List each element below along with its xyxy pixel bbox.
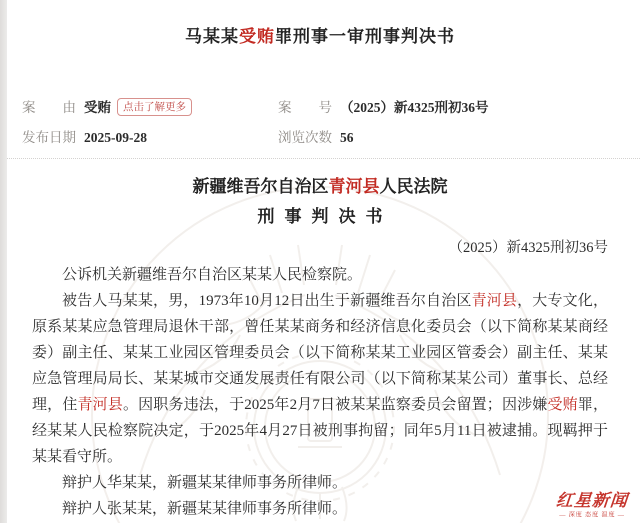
meta-cause [22, 93, 278, 123]
views-label: 浏览次数 [278, 130, 332, 145]
publish-date-value: 2025-09-28 [84, 130, 147, 145]
learn-more-button[interactable]: 点击了解更多 [117, 98, 192, 116]
judgment-document [0, 159, 640, 522]
case-number-label: 案号 [278, 100, 332, 115]
red-star-news-logo [549, 492, 635, 520]
page-title [0, 0, 640, 47]
red-keyword: 青河县 [471, 293, 518, 309]
document-paragraph [32, 288, 608, 470]
red-star-news-logo-text: 红星新闻 [555, 491, 629, 510]
document-paragraph [32, 470, 608, 496]
document-paragraph [32, 496, 608, 522]
court-name [32, 172, 608, 197]
text-segment: 。因职务违法，于2025年2月7日被某某监察委员会留置；因涉嫌 [122, 397, 548, 413]
document-case-number: （2025）新4325刑初36号 [448, 240, 608, 256]
text-segment: 罪刑事一审刑事判决书 [275, 27, 455, 46]
document-body [32, 262, 608, 522]
text-segment: 马某某 [185, 27, 239, 46]
red-keyword: 受贿 [547, 397, 578, 413]
text-segment: 辩护人华某某，新疆某某律师事务所律师。 [62, 475, 348, 491]
text-segment: 人民法院 [379, 177, 448, 196]
document-paragraph [32, 262, 608, 288]
views-value: 56 [340, 130, 354, 145]
text-segment: 新疆维吾尔自治区 [192, 177, 329, 196]
cause-value: 受贿 [84, 100, 111, 115]
red-keyword: 青河县 [328, 177, 380, 196]
red-keyword: 受贿 [239, 27, 275, 46]
text-segment: 被告人马某某，男，1973年10月12日出生于新疆维吾尔自治区 [62, 293, 472, 309]
meta-views [278, 123, 540, 153]
meta-panel [0, 93, 640, 153]
cause-label: 案由 [22, 100, 76, 115]
document-type: 刑事判决书 [257, 207, 393, 226]
case-number-value: （2025）新4325刑初36号 [340, 100, 489, 115]
text-segment: 辩护人张某某，新疆某某律师事务所律师。 [62, 501, 348, 517]
red-star-news-tagline: — 深度 态度 温度 — [559, 511, 625, 519]
text-segment: 罪，经某某人民检察院决定，于2025年4月27日被刑事拘留；同年5月11日被逮捕。现羁押于某某看守所。 [32, 397, 608, 465]
red-keyword: 青河县 [77, 397, 123, 413]
text-segment: ，大专文化，原系某某应急管理局退休干部，曾任某某商务和经济信息化委员会（以下简称某某商经委）副主任、某某工业园区管理委员会（以下简称某某工业园区管委会）副主任、某某应急管理局局长、某某城市交通发展责任有限公司（以下简称某某公司）董事长、总经理，住 [32, 293, 608, 413]
meta-case-number [278, 93, 540, 123]
meta-publish-date [22, 123, 278, 153]
publish-date-label: 发布日期 [22, 130, 76, 145]
text-segment: 公诉机关新疆维吾尔自治区某某人民检察院。 [62, 267, 363, 283]
